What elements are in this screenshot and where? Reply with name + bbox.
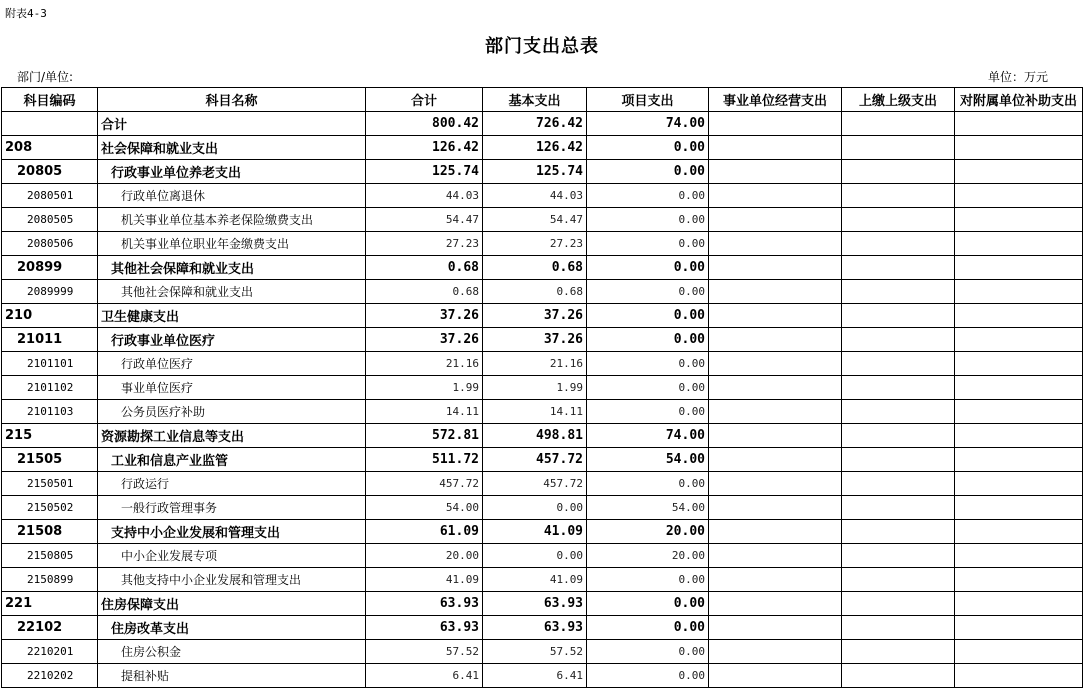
- cell-subsidy[interactable]: [955, 520, 1083, 544]
- cell-remit[interactable]: [842, 208, 955, 232]
- table-row: [2, 232, 1083, 256]
- table-row: [2, 208, 1083, 232]
- col-header-project[interactable]: 项目支出: [587, 88, 709, 112]
- table-row: [2, 616, 1083, 640]
- cell-total[interactable]: 63.93: [366, 592, 483, 616]
- cell-remit[interactable]: [842, 592, 955, 616]
- cell-project[interactable]: 0.00: [587, 592, 709, 616]
- table-row: [2, 256, 1083, 280]
- cell-business[interactable]: [709, 208, 842, 232]
- table-row: [2, 448, 1083, 472]
- cell-total[interactable]: 54.47: [366, 208, 483, 232]
- cell-business[interactable]: [709, 568, 842, 592]
- col-header-name[interactable]: 科目名称: [98, 88, 366, 112]
- cell-total[interactable]: 21.16: [366, 352, 483, 376]
- cell-remit[interactable]: [842, 376, 955, 400]
- cell-business[interactable]: [709, 640, 842, 664]
- cell-name[interactable]: 住房保障支出: [98, 592, 366, 616]
- cell-business[interactable]: [709, 544, 842, 568]
- cell-subsidy[interactable]: [955, 256, 1083, 280]
- cell-business[interactable]: [709, 280, 842, 304]
- table-row: [2, 304, 1083, 328]
- cell-basic[interactable]: 126.42: [483, 136, 587, 160]
- cell-remit[interactable]: [842, 424, 955, 448]
- cell-total[interactable]: 125.74: [366, 160, 483, 184]
- cell-code[interactable]: 21011: [2, 328, 98, 352]
- cell-subsidy[interactable]: [955, 232, 1083, 256]
- col-header-code[interactable]: 科目编码: [2, 88, 98, 112]
- cell-remit[interactable]: [842, 160, 955, 184]
- cell-remit[interactable]: [842, 640, 955, 664]
- table-row: [2, 376, 1083, 400]
- table-row: [2, 544, 1083, 568]
- cell-code[interactable]: 2101103: [2, 400, 98, 424]
- cell-name[interactable]: 机关事业单位基本养老保险缴费支出: [98, 208, 366, 232]
- cell-project[interactable]: 0.00: [587, 184, 709, 208]
- cell-total[interactable]: 126.42: [366, 136, 483, 160]
- cell-code[interactable]: 2080505: [2, 208, 98, 232]
- table-row: [2, 664, 1083, 688]
- attachment-number: 附表4-3: [5, 7, 47, 20]
- table-row: [2, 136, 1083, 160]
- cell-project[interactable]: 0.00: [587, 304, 709, 328]
- cell-total[interactable]: 27.23: [366, 232, 483, 256]
- cell-remit[interactable]: [842, 280, 955, 304]
- cell-remit[interactable]: [842, 112, 955, 136]
- cell-project[interactable]: 20.00: [587, 520, 709, 544]
- cell-remit[interactable]: [842, 544, 955, 568]
- cell-basic[interactable]: 57.52: [483, 640, 587, 664]
- cell-subsidy[interactable]: [955, 112, 1083, 136]
- cell-basic[interactable]: 125.74: [483, 160, 587, 184]
- cell-business[interactable]: [709, 664, 842, 688]
- cell-remit[interactable]: [842, 400, 955, 424]
- cell-business[interactable]: [709, 448, 842, 472]
- cell-business[interactable]: [709, 304, 842, 328]
- cell-subsidy[interactable]: [955, 352, 1083, 376]
- cell-basic[interactable]: 0.68: [483, 280, 587, 304]
- cell-total[interactable]: 37.26: [366, 328, 483, 352]
- col-header-basic[interactable]: 基本支出: [483, 88, 587, 112]
- cell-basic[interactable]: 6.41: [483, 664, 587, 688]
- cell-basic[interactable]: 37.26: [483, 328, 587, 352]
- cell-name[interactable]: 公务员医疗补助: [98, 400, 366, 424]
- cell-name[interactable]: 资源勘探工业信息等支出: [98, 424, 366, 448]
- cell-subsidy[interactable]: [955, 280, 1083, 304]
- cell-project[interactable]: 0.00: [587, 208, 709, 232]
- cell-total[interactable]: 572.81: [366, 424, 483, 448]
- expenditure-table: [1, 87, 1083, 688]
- table-row: [2, 592, 1083, 616]
- cell-name[interactable]: 支持中小企业发展和管理支出: [98, 520, 366, 544]
- cell-subsidy[interactable]: [955, 376, 1083, 400]
- cell-code[interactable]: 2210202: [2, 664, 98, 688]
- table-row: [2, 112, 1083, 136]
- cell-name[interactable]: 行政单位离退休: [98, 184, 366, 208]
- cell-remit[interactable]: [842, 448, 955, 472]
- cell-remit[interactable]: [842, 256, 955, 280]
- cell-code[interactable]: 210: [2, 304, 98, 328]
- cell-project[interactable]: 54.00: [587, 496, 709, 520]
- cell-name[interactable]: 行政事业单位养老支出: [98, 160, 366, 184]
- cell-subsidy[interactable]: [955, 496, 1083, 520]
- cell-business[interactable]: [709, 592, 842, 616]
- table-row: [2, 520, 1083, 544]
- cell-remit[interactable]: [842, 472, 955, 496]
- cell-code[interactable]: 2080501: [2, 184, 98, 208]
- table-body: [2, 112, 1083, 688]
- cell-business[interactable]: [709, 160, 842, 184]
- cell-total[interactable]: 14.11: [366, 400, 483, 424]
- cell-basic[interactable]: 726.42: [483, 112, 587, 136]
- cell-subsidy[interactable]: [955, 664, 1083, 688]
- cell-code[interactable]: 22102: [2, 616, 98, 640]
- cell-basic[interactable]: 63.93: [483, 616, 587, 640]
- cell-remit[interactable]: [842, 328, 955, 352]
- table-row: [2, 568, 1083, 592]
- cell-subsidy[interactable]: [955, 424, 1083, 448]
- cell-name[interactable]: 其他支持中小企业发展和管理支出: [98, 568, 366, 592]
- cell-business[interactable]: [709, 376, 842, 400]
- cell-name[interactable]: 社会保障和就业支出: [98, 136, 366, 160]
- cell-project[interactable]: 0.00: [587, 280, 709, 304]
- cell-basic[interactable]: 37.26: [483, 304, 587, 328]
- cell-code[interactable]: 2101101: [2, 352, 98, 376]
- cell-business[interactable]: [709, 400, 842, 424]
- table-header-row: [2, 88, 1083, 112]
- col-header-business[interactable]: 事业单位经营支出: [709, 88, 842, 112]
- cell-total[interactable]: 457.72: [366, 472, 483, 496]
- cell-name[interactable]: 提租补贴: [98, 664, 366, 688]
- cell-basic[interactable]: 41.09: [483, 520, 587, 544]
- cell-code[interactable]: 208: [2, 136, 98, 160]
- cell-basic[interactable]: 54.47: [483, 208, 587, 232]
- cell-project[interactable]: 0.00: [587, 616, 709, 640]
- cell-name[interactable]: 住房改革支出: [98, 616, 366, 640]
- cell-basic[interactable]: 44.03: [483, 184, 587, 208]
- cell-basic[interactable]: 27.23: [483, 232, 587, 256]
- cell-name[interactable]: 行政事业单位医疗: [98, 328, 366, 352]
- cell-name[interactable]: 机关事业单位职业年金缴费支出: [98, 232, 366, 256]
- cell-subsidy[interactable]: [955, 400, 1083, 424]
- col-header-total[interactable]: 合计: [366, 88, 483, 112]
- cell-remit[interactable]: [842, 496, 955, 520]
- cell-remit[interactable]: [842, 232, 955, 256]
- cell-total[interactable]: 44.03: [366, 184, 483, 208]
- cell-business[interactable]: [709, 472, 842, 496]
- cell-total[interactable]: 0.68: [366, 256, 483, 280]
- cell-basic[interactable]: 1.99: [483, 376, 587, 400]
- cell-project[interactable]: 0.00: [587, 568, 709, 592]
- cell-remit[interactable]: [842, 568, 955, 592]
- cell-code[interactable]: 2089999: [2, 280, 98, 304]
- department-label: 部门/单位:: [17, 70, 74, 84]
- cell-project[interactable]: 74.00: [587, 424, 709, 448]
- cell-code[interactable]: 20899: [2, 256, 98, 280]
- cell-name[interactable]: 其他社会保障和就业支出: [98, 280, 366, 304]
- cell-subsidy[interactable]: [955, 472, 1083, 496]
- cell-name[interactable]: 一般行政管理事务: [98, 496, 366, 520]
- cell-basic[interactable]: 41.09: [483, 568, 587, 592]
- cell-basic[interactable]: 63.93: [483, 592, 587, 616]
- cell-name[interactable]: 卫生健康支出: [98, 304, 366, 328]
- cell-code[interactable]: 2101102: [2, 376, 98, 400]
- cell-total[interactable]: 0.68: [366, 280, 483, 304]
- cell-project[interactable]: 0.00: [587, 256, 709, 280]
- cell-remit[interactable]: [842, 664, 955, 688]
- cell-total[interactable]: 1.99: [366, 376, 483, 400]
- cell-code[interactable]: 215: [2, 424, 98, 448]
- cell-project[interactable]: 0.00: [587, 160, 709, 184]
- cell-business[interactable]: [709, 232, 842, 256]
- cell-project[interactable]: 0.00: [587, 352, 709, 376]
- cell-name[interactable]: 工业和信息产业监管: [98, 448, 366, 472]
- cell-name[interactable]: 事业单位医疗: [98, 376, 366, 400]
- cell-business[interactable]: [709, 424, 842, 448]
- table-row: [2, 472, 1083, 496]
- cell-code[interactable]: 221: [2, 592, 98, 616]
- cell-business[interactable]: [709, 256, 842, 280]
- report-title: 部门支出总表: [485, 36, 599, 57]
- cell-basic[interactable]: 457.72: [483, 472, 587, 496]
- cell-basic[interactable]: 0.00: [483, 544, 587, 568]
- cell-remit[interactable]: [842, 616, 955, 640]
- cell-basic[interactable]: 0.68: [483, 256, 587, 280]
- cell-subsidy[interactable]: [955, 184, 1083, 208]
- cell-code[interactable]: 2210201: [2, 640, 98, 664]
- cell-code[interactable]: 21508: [2, 520, 98, 544]
- cell-total[interactable]: 63.93: [366, 616, 483, 640]
- cell-total[interactable]: 61.09: [366, 520, 483, 544]
- cell-basic[interactable]: 14.11: [483, 400, 587, 424]
- cell-project[interactable]: 0.00: [587, 376, 709, 400]
- table-row: [2, 400, 1083, 424]
- cell-business[interactable]: [709, 184, 842, 208]
- table-row: [2, 640, 1083, 664]
- cell-project[interactable]: 0.00: [587, 472, 709, 496]
- table-row: [2, 184, 1083, 208]
- cell-code[interactable]: 2150501: [2, 472, 98, 496]
- cell-project[interactable]: 0.00: [587, 328, 709, 352]
- table-row: [2, 280, 1083, 304]
- cell-total[interactable]: 57.52: [366, 640, 483, 664]
- cell-subsidy[interactable]: [955, 160, 1083, 184]
- cell-basic[interactable]: 0.00: [483, 496, 587, 520]
- cell-project[interactable]: 54.00: [587, 448, 709, 472]
- cell-remit[interactable]: [842, 184, 955, 208]
- table-row: [2, 352, 1083, 376]
- cell-subsidy[interactable]: [955, 616, 1083, 640]
- cell-business[interactable]: [709, 112, 842, 136]
- col-header-remit[interactable]: 上缴上级支出: [842, 88, 955, 112]
- cell-code[interactable]: 21505: [2, 448, 98, 472]
- cell-business[interactable]: [709, 496, 842, 520]
- cell-name[interactable]: 其他社会保障和就业支出: [98, 256, 366, 280]
- cell-code[interactable]: 20805: [2, 160, 98, 184]
- cell-subsidy[interactable]: [955, 544, 1083, 568]
- cell-total[interactable]: 800.42: [366, 112, 483, 136]
- cell-code[interactable]: 2150502: [2, 496, 98, 520]
- cell-code[interactable]: 2150805: [2, 544, 98, 568]
- unit-label: 单位：万元: [987, 70, 1048, 84]
- cell-subsidy[interactable]: [955, 304, 1083, 328]
- cell-subsidy[interactable]: [955, 208, 1083, 232]
- cell-basic[interactable]: 498.81: [483, 424, 587, 448]
- cell-business[interactable]: [709, 352, 842, 376]
- table-row: [2, 496, 1083, 520]
- col-header-subsidy[interactable]: 对附属单位补助支出: [955, 88, 1083, 112]
- cell-code[interactable]: 2080506: [2, 232, 98, 256]
- cell-code[interactable]: [2, 112, 98, 136]
- cell-code[interactable]: 2150899: [2, 568, 98, 592]
- cell-business[interactable]: [709, 136, 842, 160]
- cell-total[interactable]: 54.00: [366, 496, 483, 520]
- cell-name[interactable]: 中小企业发展专项: [98, 544, 366, 568]
- cell-subsidy[interactable]: [955, 136, 1083, 160]
- cell-project[interactable]: 20.00: [587, 544, 709, 568]
- cell-business[interactable]: [709, 328, 842, 352]
- cell-remit[interactable]: [842, 352, 955, 376]
- cell-name[interactable]: 行政运行: [98, 472, 366, 496]
- cell-subsidy[interactable]: [955, 592, 1083, 616]
- cell-total[interactable]: 511.72: [366, 448, 483, 472]
- cell-project[interactable]: 0.00: [587, 136, 709, 160]
- cell-subsidy[interactable]: [955, 328, 1083, 352]
- cell-remit[interactable]: [842, 304, 955, 328]
- cell-total[interactable]: 20.00: [366, 544, 483, 568]
- cell-project[interactable]: 0.00: [587, 232, 709, 256]
- cell-total[interactable]: 41.09: [366, 568, 483, 592]
- cell-project[interactable]: 0.00: [587, 640, 709, 664]
- table-row: [2, 328, 1083, 352]
- cell-project[interactable]: 0.00: [587, 400, 709, 424]
- cell-business[interactable]: [709, 520, 842, 544]
- cell-remit[interactable]: [842, 136, 955, 160]
- cell-total[interactable]: 37.26: [366, 304, 483, 328]
- cell-project[interactable]: 0.00: [587, 664, 709, 688]
- cell-remit[interactable]: [842, 520, 955, 544]
- table-row: [2, 160, 1083, 184]
- cell-project[interactable]: 74.00: [587, 112, 709, 136]
- cell-total[interactable]: 6.41: [366, 664, 483, 688]
- cell-name[interactable]: 住房公积金: [98, 640, 366, 664]
- cell-business[interactable]: [709, 616, 842, 640]
- table-row: [2, 424, 1083, 448]
- cell-basic[interactable]: 21.16: [483, 352, 587, 376]
- cell-subsidy[interactable]: [955, 448, 1083, 472]
- cell-subsidy[interactable]: [955, 568, 1083, 592]
- cell-subsidy[interactable]: [955, 640, 1083, 664]
- cell-basic[interactable]: 457.72: [483, 448, 587, 472]
- cell-name[interactable]: 行政单位医疗: [98, 352, 366, 376]
- cell-name[interactable]: 合计: [98, 112, 366, 136]
